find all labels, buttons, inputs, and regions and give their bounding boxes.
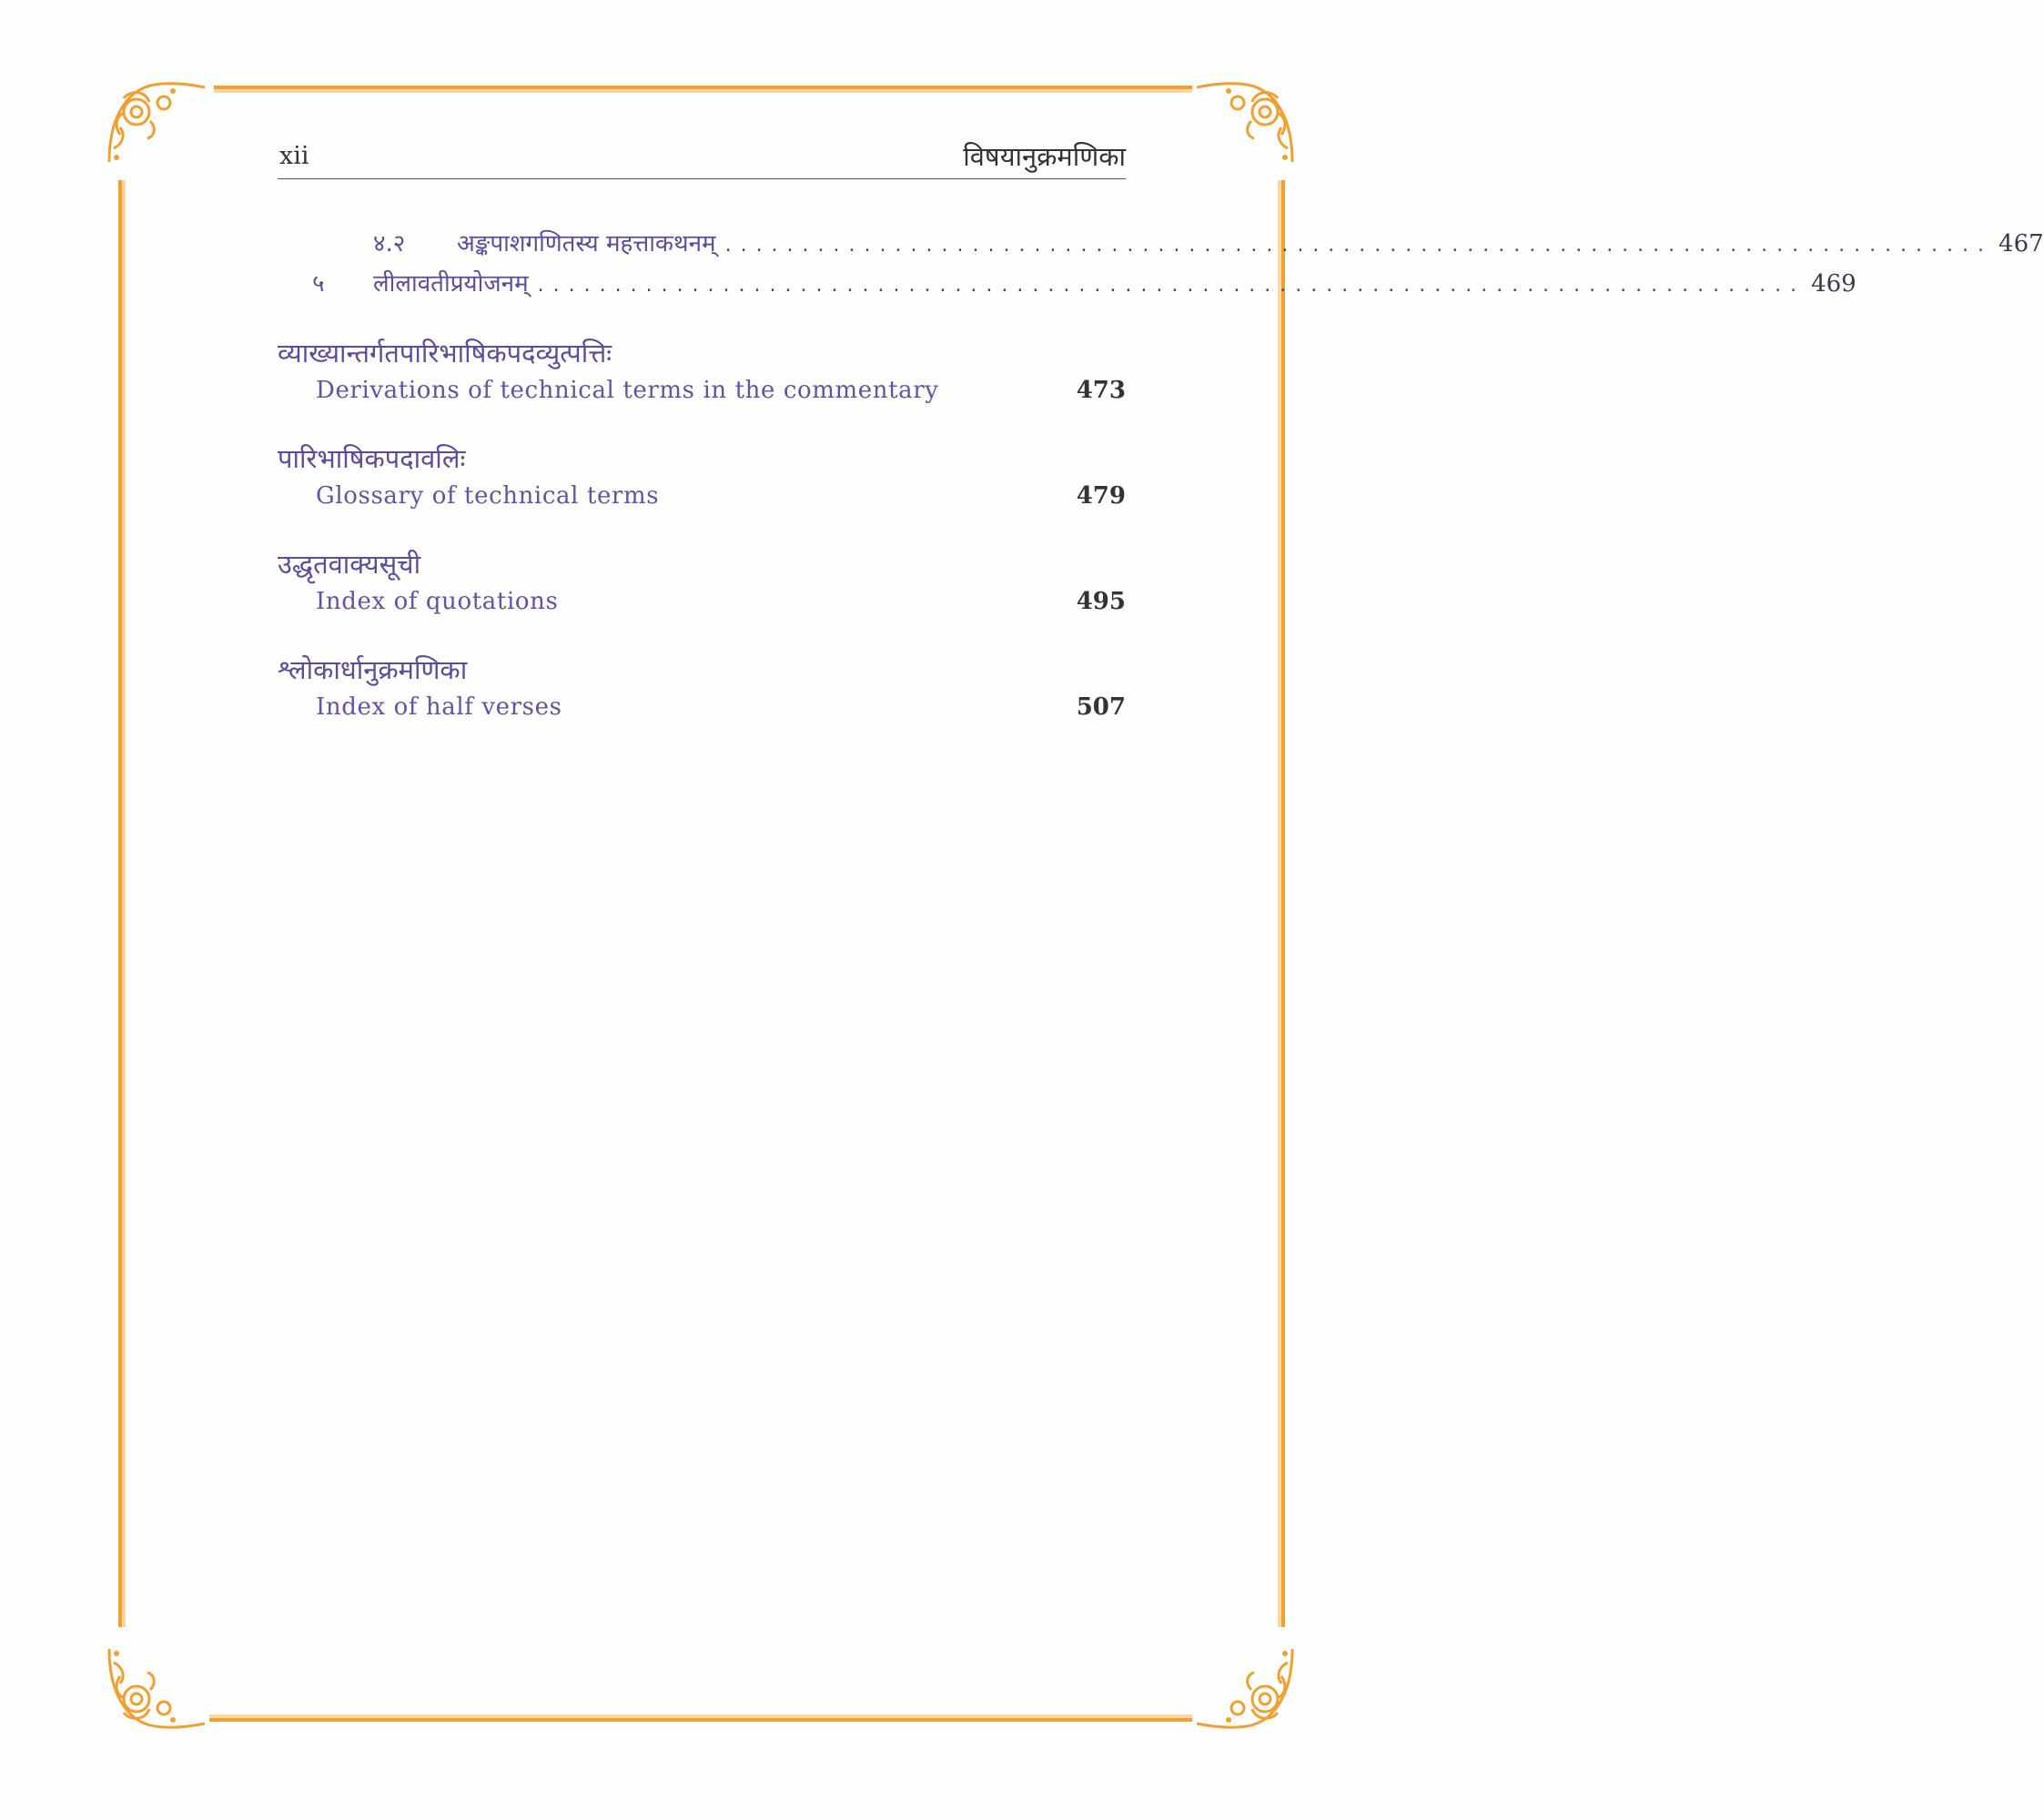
sub-entry-title: लीलावतीप्रयोजनम् [373, 270, 529, 298]
entry-english-title: Index of half verses [316, 693, 562, 721]
running-title: विषयानुक्रमणिका [963, 141, 1126, 172]
running-header [278, 138, 1126, 179]
entry-page: 479 [1076, 482, 1126, 510]
sub-entry-number: ४.२ [373, 230, 406, 258]
toc-entry[interactable] [278, 335, 1126, 426]
toc-entry[interactable] [278, 546, 1126, 637]
entry-english-title: Glossary of technical terms [316, 482, 660, 510]
entry-english-title: Index of quotations [316, 588, 559, 615]
dot-leader: .................................................................................. [724, 234, 1994, 257]
frame-left-rule [118, 180, 122, 1627]
corner-ornament-bottom-right-icon [1192, 1631, 1301, 1740]
entry-page: 473 [1076, 377, 1126, 404]
entry-english-title: Derivations of technical terms in the commentary [316, 377, 939, 404]
entry-sanskrit-title: व्याख्यान्तर्गतपारिभाषिकपदव्युत्पत्तिः [278, 338, 612, 369]
page-number: xii [279, 142, 309, 170]
toc-sub-entry[interactable] [373, 226, 2044, 262]
entry-page: 507 [1076, 693, 1126, 721]
dot-leader: .................................................................................. [537, 274, 1806, 297]
corner-ornament-top-left-icon [100, 71, 209, 180]
frame-bottom-rule [209, 1718, 1192, 1722]
entry-sanskrit-title: श्लोकार्धानुक्रमणिका [278, 654, 468, 685]
sub-entry-page: 467 [1998, 230, 2044, 258]
sub-entry-number: ५ [312, 270, 325, 298]
entry-sanskrit-title: उद्धृतवाक्यसूची [278, 549, 421, 580]
frame-top-rule [214, 86, 1192, 89]
toc-entry[interactable] [278, 652, 1126, 743]
toc-sub-entry[interactable] [312, 266, 1857, 302]
sub-entry-page: 469 [1811, 270, 1857, 298]
corner-ornament-bottom-left-icon [100, 1631, 209, 1740]
entry-page: 495 [1076, 588, 1126, 615]
toc-entry[interactable] [278, 440, 1126, 531]
corner-ornament-top-right-icon [1192, 71, 1301, 180]
entry-sanskrit-title: पारिभाषिकपदावलिः [278, 443, 466, 474]
frame-right-rule [1281, 180, 1285, 1627]
sub-entry-title: अङ्कपाशगणितस्य महत्ताकथनम् [457, 230, 716, 258]
